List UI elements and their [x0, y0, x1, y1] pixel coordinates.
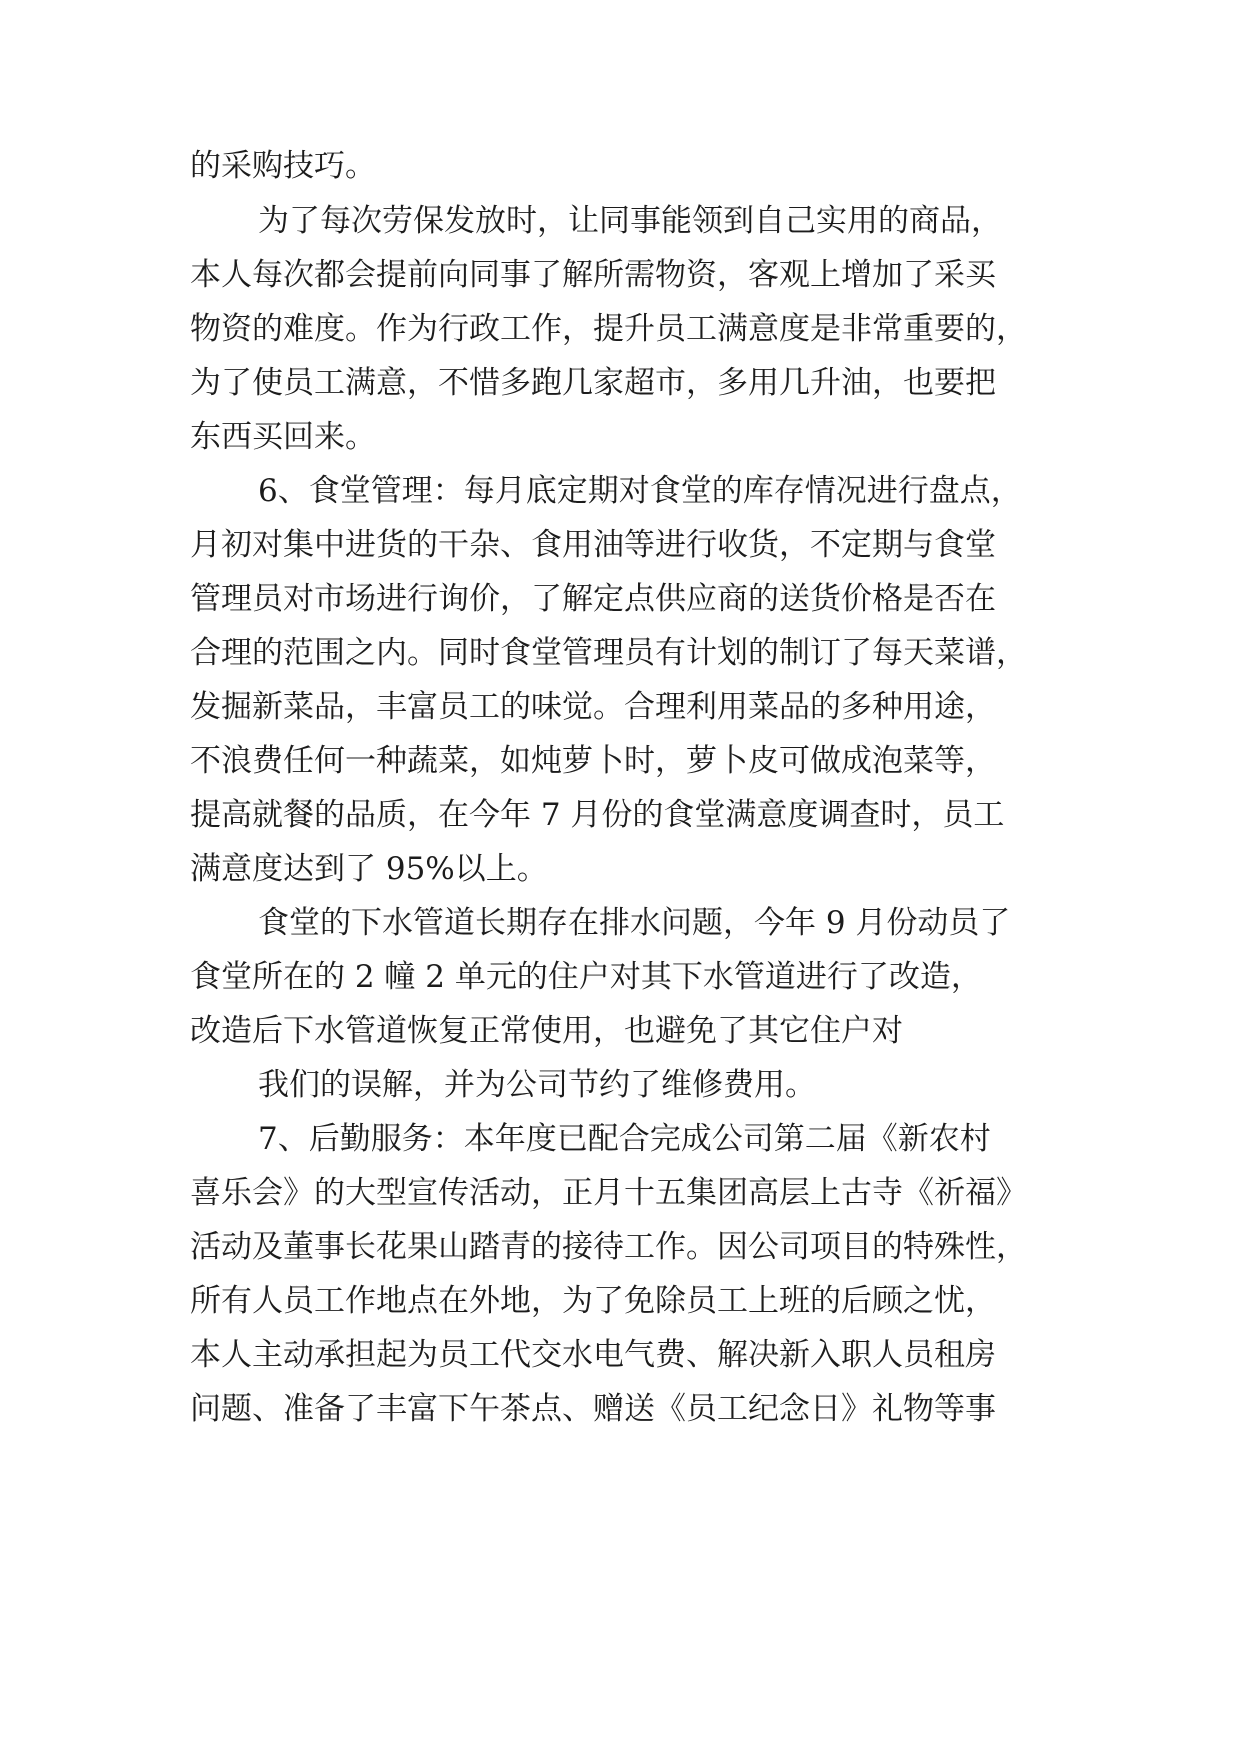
- text-line-content: 本人主动承担起为员工代交水电气费、解决新入职人员租房: [190, 1337, 996, 1373]
- text-line-content: 东西买回来。: [190, 419, 376, 455]
- text-line-content: 的采购技巧。: [190, 148, 376, 184]
- text-line: [0, 795, 1241, 835]
- text-line-content: 物资的难度。作为行政工作，提升员工满意度是非常重要的，: [190, 311, 1027, 347]
- text-line: [0, 146, 1241, 186]
- text-line-content: 提高就餐的品质，在今年 7 月份的食堂满意度调查时，员工: [190, 797, 1005, 833]
- text-line: [0, 1281, 1241, 1321]
- text-line-content: 食堂所在的 2 幢 2 单元的住户对其下水管道进行了改造，: [190, 959, 982, 995]
- text-line-content: 本人每次都会提前向同事了解所需物资，客观上增加了采买: [190, 257, 996, 293]
- text-line: [0, 471, 1241, 511]
- text-line: [0, 1119, 1241, 1159]
- text-line: [0, 1389, 1241, 1429]
- text-line-content: 合理的范围之内。同时食堂管理员有计划的制订了每天菜谱，: [190, 635, 1027, 671]
- text-line: [0, 579, 1241, 619]
- text-line: [0, 417, 1241, 457]
- text-line: [0, 687, 1241, 727]
- text-line: [0, 903, 1241, 943]
- text-line-content: 满意度达到了 95%以上。: [190, 851, 548, 887]
- text-line-content: 改造后下水管道恢复正常使用，也避免了其它住户对: [190, 1013, 903, 1049]
- text-line: [0, 1011, 1241, 1051]
- text-line-content: 食堂的下水管道长期存在排水问题，今年 9 月份动员了: [258, 905, 1011, 941]
- text-line-content: 7、后勤服务：本年度已配合完成公司第二届《新农村: [258, 1121, 991, 1157]
- text-line-content: 6、食堂管理：每月底定期对食堂的库存情况进行盘点，: [258, 473, 1022, 509]
- text-line-content: 为了使员工满意，不惜多跑几家超市，多用几升油，也要把: [190, 365, 996, 401]
- text-line-content: 发掘新菜品，丰富员工的味觉。合理利用菜品的多种用途，: [190, 689, 996, 725]
- text-line-content: 我们的误解，并为公司节约了维修费用。: [258, 1067, 816, 1103]
- text-line-content: 为了每次劳保发放时，让同事能领到自己实用的商品，: [258, 203, 1002, 239]
- text-line: [0, 309, 1241, 349]
- text-line: [0, 1173, 1241, 1213]
- text-line-content: 管理员对市场进行询价，了解定点供应商的送货价格是否在: [190, 581, 996, 617]
- text-line-content: 活动及董事长花果山踏青的接待工作。因公司项目的特殊性，: [190, 1229, 1027, 1265]
- text-line-content: 所有人员工作地点在外地，为了免除员工上班的后顾之忧，: [190, 1283, 996, 1319]
- text-line: [0, 849, 1241, 889]
- text-line: [0, 1227, 1241, 1267]
- text-line: [0, 363, 1241, 403]
- text-line: [0, 741, 1241, 781]
- text-line-content: 不浪费任何一种蔬菜，如炖萝卜时，萝卜皮可做成泡菜等，: [190, 743, 996, 779]
- text-line: [0, 957, 1241, 997]
- text-line: [0, 1065, 1241, 1105]
- text-line: [0, 255, 1241, 295]
- text-line: [0, 525, 1241, 565]
- text-line: [0, 1335, 1241, 1375]
- text-line: [0, 201, 1241, 241]
- text-line: [0, 633, 1241, 673]
- text-line-content: 问题、准备了丰富下午茶点、赠送《员工纪念日》礼物等事: [190, 1391, 996, 1427]
- text-line-content: 喜乐会》的大型宣传活动，正月十五集团高层上古寺《祈福》: [190, 1175, 1027, 1211]
- text-line-content: 月初对集中进货的干杂、食用油等进行收货，不定期与食堂: [190, 527, 996, 563]
